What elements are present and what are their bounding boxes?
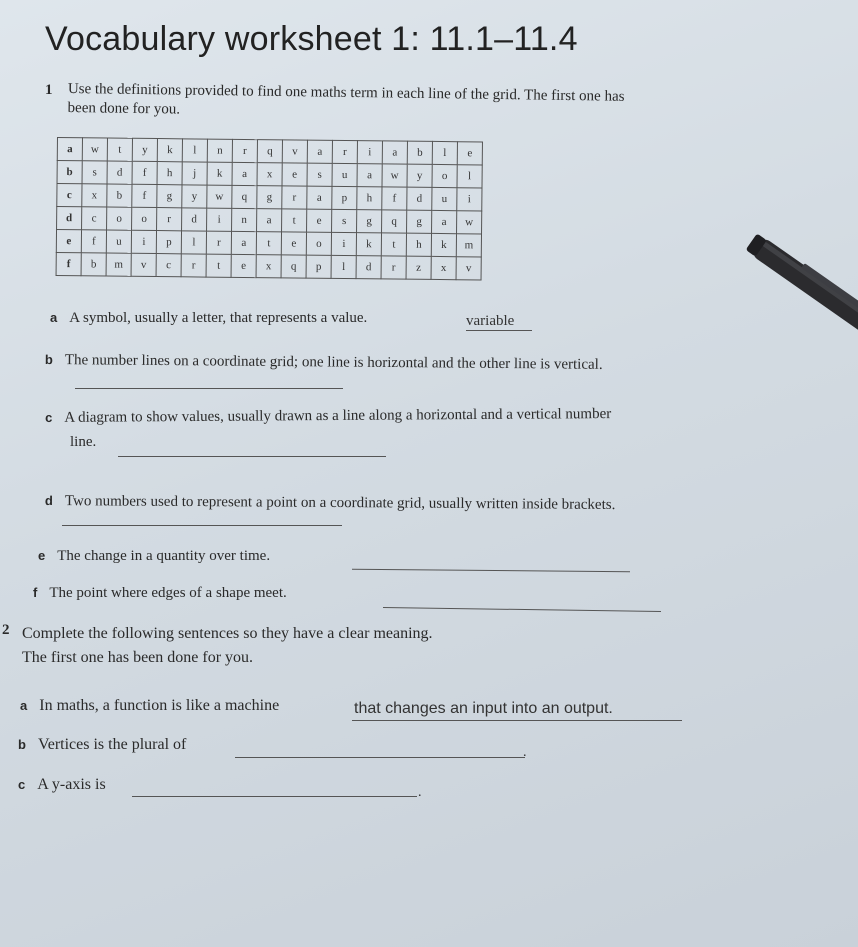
q1-item-c-text: A diagram to show values, usually drawn as a line along a horizontal and a vertical number [64, 406, 612, 426]
grid-cell: q [382, 210, 407, 233]
q1-item-f-label: f [33, 585, 38, 600]
grid-cell: m [106, 253, 131, 276]
grid-cell: b [107, 184, 132, 207]
grid-cell: o [107, 207, 132, 230]
q2-item-a-answer-line [352, 720, 682, 721]
grid-cell: g [407, 210, 432, 233]
grid-cell: l [457, 165, 482, 188]
q2-item-b-answer-line[interactable] [235, 757, 525, 758]
grid-cell: h [357, 187, 382, 210]
q2-item-b [18, 736, 186, 754]
grid-cell: y [407, 164, 432, 187]
question-1-instruction-line1: Use the definitions provided to find one maths term in each line of the grid. The first one has [67, 80, 625, 105]
grid-cell: d [107, 161, 132, 184]
grid-cell: a [357, 164, 382, 187]
q2-item-c-text: A y-axis is [37, 776, 106, 793]
grid-row-label: c [57, 184, 82, 207]
question-2-instruction-line1: Complete the following sentences so they have a clear meaning. [22, 625, 433, 642]
grid-cell: f [382, 187, 407, 210]
grid-cell: r [282, 186, 307, 209]
q1-item-c [45, 406, 611, 427]
grid-cell: t [206, 254, 231, 277]
q2-item-a-text: In maths, a function is like a machine [39, 697, 280, 714]
grid-cell: z [406, 256, 431, 279]
grid-cell: v [456, 257, 481, 280]
q1-item-a-answer: variable [466, 313, 515, 329]
q2-item-c-label: c [18, 777, 26, 792]
grid-cell: n [232, 208, 257, 231]
grid-cell: p [332, 186, 357, 209]
grid-cell: i [331, 232, 356, 255]
q1-item-a [50, 310, 367, 327]
grid-cell: d [407, 187, 432, 210]
q2-item-a-label: a [20, 698, 28, 713]
grid-cell: x [257, 163, 282, 186]
grid-cell: t [381, 233, 406, 256]
grid-cell: i [207, 208, 232, 231]
grid-row [56, 252, 481, 279]
q2-item-b-end: . [523, 745, 527, 760]
grid-cell: a [382, 141, 407, 164]
grid-cell: r [381, 256, 406, 279]
grid-cell: r [157, 208, 182, 231]
q1-item-e-text: The change in a quantity over time. [57, 548, 271, 564]
grid-cell: x [82, 184, 107, 207]
grid-cell: d [356, 256, 381, 279]
grid-cell: u [332, 163, 357, 186]
grid-cell: m [456, 234, 481, 257]
grid-cell: r [332, 140, 357, 163]
grid-cell: f [132, 161, 157, 184]
grid-cell: a [307, 186, 332, 209]
q1-item-a-answer-line [466, 330, 532, 331]
grid-cell: y [182, 185, 207, 208]
grid-cell: b [81, 253, 106, 276]
grid-cell: s [307, 163, 332, 186]
grid-cell: p [306, 255, 331, 278]
q2-item-b-text: Vertices is the plural of [37, 736, 187, 753]
grid-cell: r [181, 254, 206, 277]
grid-row-label: d [57, 207, 82, 230]
grid-cell: l [432, 141, 457, 164]
question-1-instruction [67, 80, 624, 126]
grid-cell: i [131, 230, 156, 253]
grid-cell: o [432, 164, 457, 187]
grid-cell: e [281, 232, 306, 255]
grid-cell: s [332, 209, 357, 232]
grid-cell: g [157, 185, 182, 208]
grid-cell: t [282, 209, 307, 232]
worksheet-title: Vocabulary worksheet 1: 11.1–11.4 [45, 20, 578, 58]
grid-cell: t [256, 232, 281, 255]
grid-cell: f [132, 184, 157, 207]
grid-cell: k [356, 233, 381, 256]
grid-cell: a [257, 209, 282, 232]
q1-item-d-text: Two numbers used to represent a point on a coordinate grid, usually written inside brackets. [64, 493, 616, 513]
q1-item-a-label: a [50, 310, 58, 325]
grid-cell: g [357, 210, 382, 233]
grid-cell: x [256, 255, 281, 278]
word-search-grid [56, 137, 483, 280]
grid-cell: e [231, 254, 256, 277]
grid-cell: r [232, 139, 257, 162]
q1-item-a-text: A symbol, usually a letter, that represents a value. [69, 310, 368, 326]
q1-item-c-line2: line. [70, 434, 97, 450]
grid-cell: u [106, 230, 131, 253]
q2-item-a-answer: that changes an input into an output. [354, 700, 613, 717]
grid-row-label: e [56, 230, 81, 253]
grid-cell: e [282, 163, 307, 186]
grid-cell: y [132, 138, 157, 161]
q1-item-d-label: d [44, 493, 53, 509]
grid-cell: u [432, 187, 457, 210]
grid-cell: v [282, 140, 307, 163]
grid-cell: v [131, 253, 156, 276]
grid-cell: l [331, 255, 356, 278]
grid-cell: a [231, 231, 256, 254]
grid-cell: e [457, 142, 482, 165]
grid-cell: w [207, 185, 232, 208]
grid-cell: d [182, 208, 207, 231]
grid-cell: h [157, 162, 182, 185]
q2-item-c-answer-line[interactable] [132, 796, 417, 797]
grid-cell: w [82, 138, 107, 161]
grid-cell: s [82, 161, 107, 184]
question-1-number: 1 [45, 82, 53, 98]
grid-cell: h [406, 233, 431, 256]
grid-cell: b [407, 141, 432, 164]
grid-cell: f [81, 230, 106, 253]
question-1-instruction-line2: been done for you. [67, 99, 181, 118]
grid-cell: p [156, 231, 181, 254]
grid-cell: r [206, 231, 231, 254]
grid-cell: q [232, 185, 257, 208]
grid-cell: i [357, 141, 382, 164]
grid-cell: g [257, 186, 282, 209]
q1-item-b-label: b [44, 352, 53, 368]
grid-cell: l [181, 231, 206, 254]
grid-row-label: a [57, 138, 82, 161]
grid-row-label: b [57, 161, 82, 184]
q1-item-d-answer-line[interactable] [62, 525, 342, 526]
grid-cell: t [107, 138, 132, 161]
q1-item-c-label: c [45, 409, 53, 425]
grid-cell: w [457, 211, 482, 234]
q1-item-d [45, 493, 616, 514]
q1-item-f [33, 585, 287, 602]
grid-cell: k [207, 162, 232, 185]
q2-item-b-label: b [18, 737, 26, 752]
q1-item-f-answer-line[interactable] [383, 607, 661, 612]
q2-item-c-end: . [418, 785, 422, 800]
question-2-number: 2 [2, 622, 10, 638]
q1-item-f-text: The point where edges of a shape meet. [49, 585, 287, 601]
grid-cell: o [306, 232, 331, 255]
q2-item-c [18, 776, 106, 794]
grid-cell: j [182, 162, 207, 185]
grid-cell: k [157, 139, 182, 162]
q1-item-c-answer-line[interactable] [118, 456, 386, 457]
q1-item-b-answer-line[interactable] [75, 388, 343, 389]
grid-cell: c [156, 254, 181, 277]
question-2-instruction [22, 622, 433, 670]
grid-cell: i [457, 188, 482, 211]
q1-item-e-label: e [38, 548, 46, 563]
grid-cell: x [431, 256, 456, 279]
grid-cell: n [207, 139, 232, 162]
grid-cell: e [307, 209, 332, 232]
grid-cell: k [431, 233, 456, 256]
grid-cell: l [182, 139, 207, 162]
q1-item-e-answer-line[interactable] [352, 569, 630, 572]
q1-item-b [45, 352, 603, 374]
grid-cell: o [132, 207, 157, 230]
grid-cell: c [82, 207, 107, 230]
grid-cell: w [382, 164, 407, 187]
question-2-instruction-line2: The first one has been done for you. [22, 649, 254, 666]
q2-item-a [20, 697, 279, 715]
grid-cell: a [232, 162, 257, 185]
grid-cell: a [307, 140, 332, 163]
q1-item-e [38, 548, 270, 565]
grid-cell: q [257, 140, 282, 163]
grid-cell: a [432, 210, 457, 233]
grid-row-label: f [56, 252, 81, 275]
grid-cell: q [281, 255, 306, 278]
q1-item-b-text: The number lines on a coordinate grid; one line is horizontal and the other line is vertical. [64, 352, 603, 373]
pen-image [745, 230, 858, 370]
